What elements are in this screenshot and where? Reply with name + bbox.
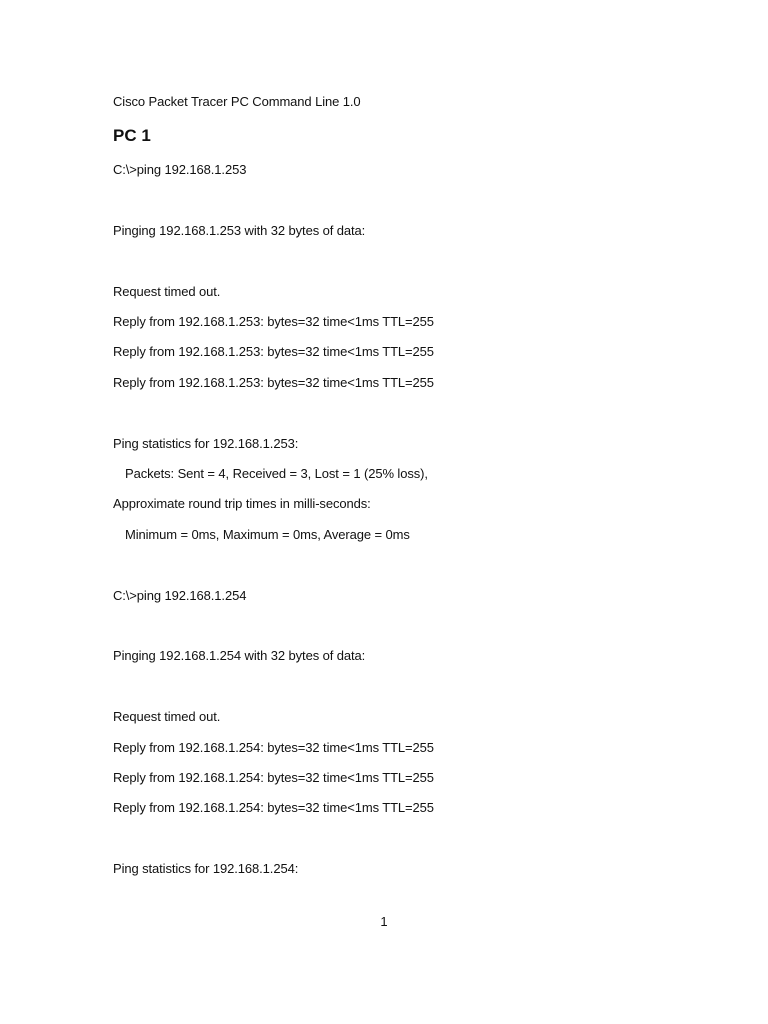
stats-title-1: Ping statistics for 192.168.1.253: [113, 436, 299, 451]
pinging-line-1: Pinging 192.168.1.253 with 32 bytes of data: [113, 223, 366, 238]
reply-line-2b: Reply from 192.168.1.254: bytes=32 time<1ms TTL=255 [113, 770, 434, 785]
header-line: Cisco Packet Tracer PC Command Line 1.0 [113, 94, 361, 109]
pinging-line-2: Pinging 192.168.1.254 with 32 bytes of data: [113, 648, 366, 663]
reply-line-2a: Reply from 192.168.1.254: bytes=32 time<1ms TTL=255 [113, 740, 434, 755]
reply-line-1a: Reply from 192.168.1.253: bytes=32 time<1ms TTL=255 [113, 314, 434, 329]
section-heading: PC 1 [113, 126, 151, 145]
packets-stats-1: Packets: Sent = 4, Received = 3, Lost = 1 (25% loss), [125, 466, 428, 481]
timeout-line-1: Request timed out. [113, 284, 221, 299]
timeout-line-2: Request timed out. [113, 709, 221, 724]
rtt-title-1: Approximate round trip times in milli-seconds: [113, 496, 371, 511]
page-number: 1 [380, 914, 388, 929]
stats-title-2: Ping statistics for 192.168.1.254: [113, 861, 299, 876]
rtt-values-1: Minimum = 0ms, Maximum = 0ms, Average = 0ms [125, 527, 410, 542]
reply-line-1c: Reply from 192.168.1.253: bytes=32 time<1ms TTL=255 [113, 375, 434, 390]
reply-line-2c: Reply from 192.168.1.254: bytes=32 time<1ms TTL=255 [113, 800, 434, 815]
ping-command-1: C:\>ping 192.168.1.253 [113, 162, 247, 177]
reply-line-1b: Reply from 192.168.1.253: bytes=32 time<1ms TTL=255 [113, 344, 434, 359]
ping-command-2: C:\>ping 192.168.1.254 [113, 588, 247, 603]
